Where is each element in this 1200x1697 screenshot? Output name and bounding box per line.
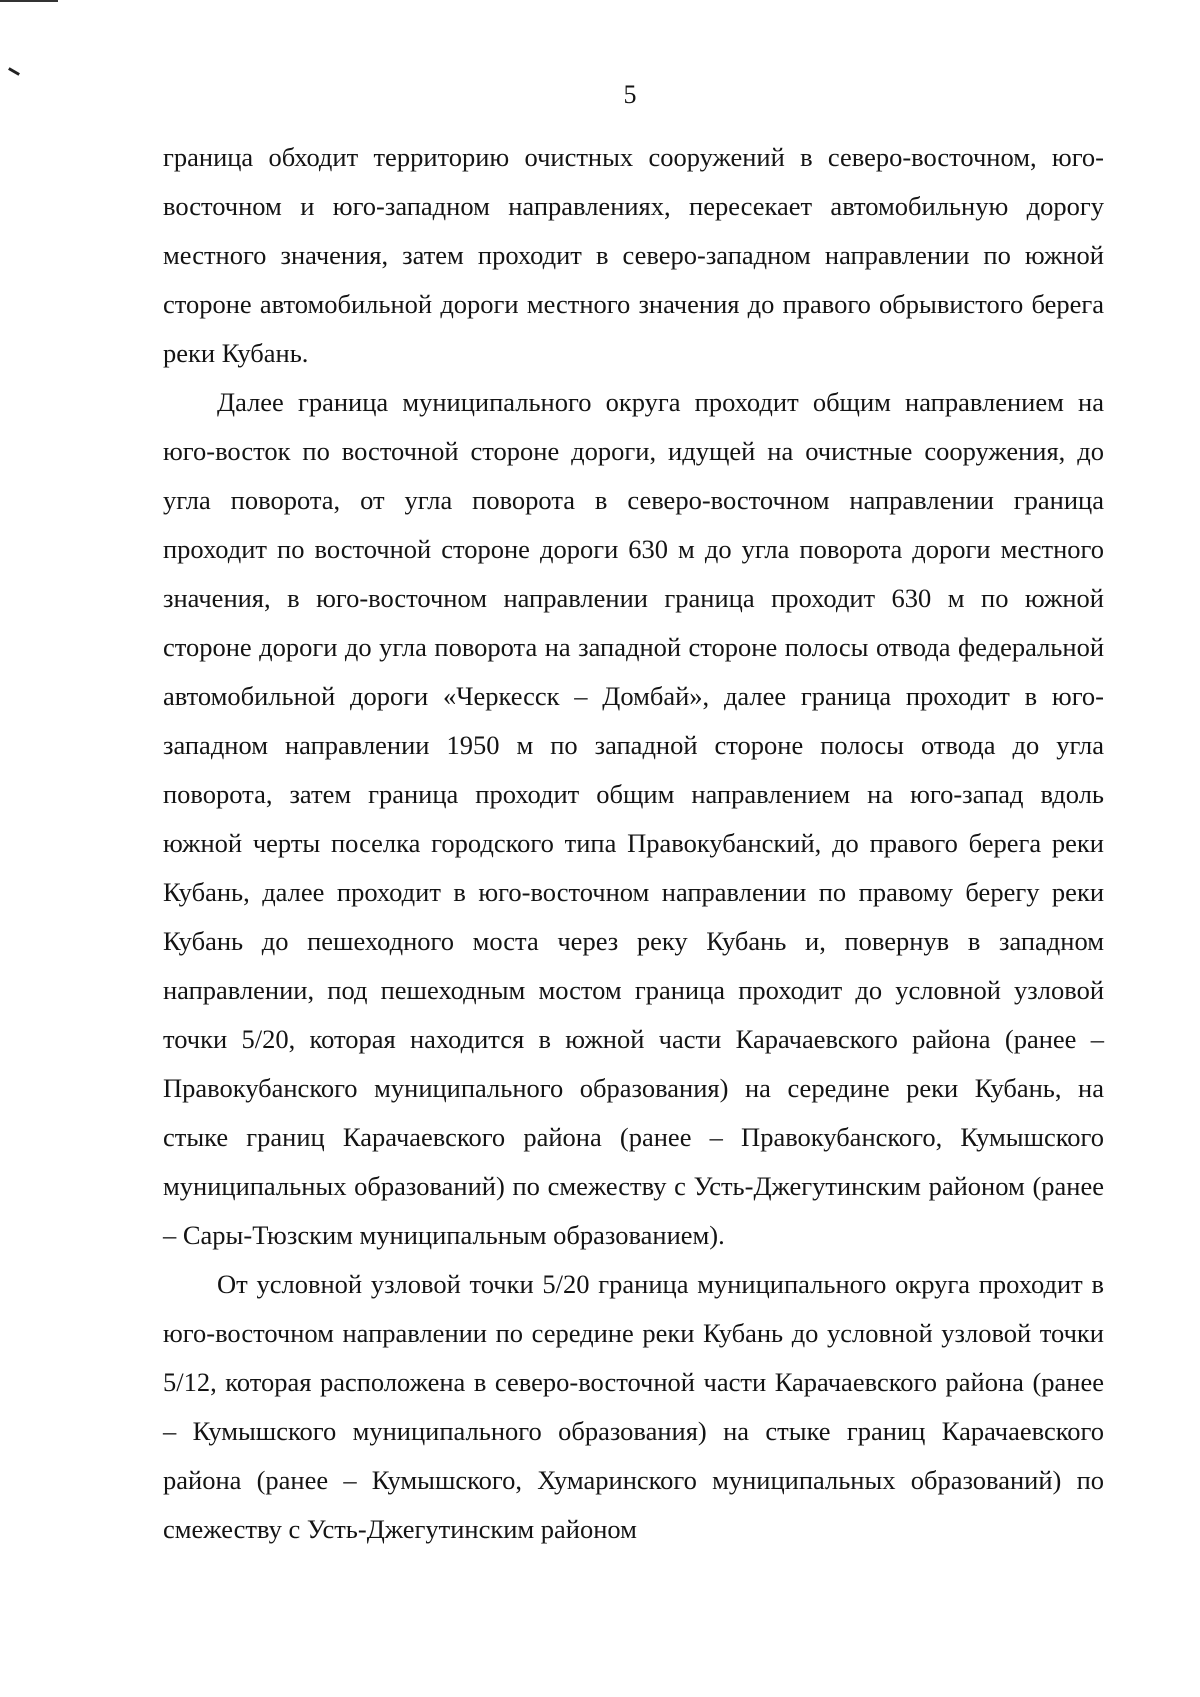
paragraph-2: Далее граница муниципального округа проходит общим направлением на юго-восток по восточной стороне дороги, идущей на очистные сооружения, до угла поворота, от угла поворота в северо-восточном направлении граница проходит по восточной стороне дороги 630 м до угла поворота дороги местного значения, в юго-восточном направлении граница проходит 630 м по южной стороне дороги до угла поворота на западной стороне полосы отвода федеральной автомобильной дороги «Черкесск – Домбай», далее граница проходит в юго-западном направлении 1950 м по западной стороне полосы отвода до угла поворота, затем граница проходит общим направлением на юго-запад вдоль южной черты поселка городского типа Правокубанский, до правого берега реки Кубань, далее проходит в юго-восточном направлении по правому берегу реки Кубань до пешеходного моста через реку Кубань и, повернув в западном направлении, под пешеходным мостом граница проходит до условной узловой точки 5/20, которая находится в южной части Карачаевского района (ранее – Правокубанского муниципального образования) на середине реки Кубань, на стыке границ Карачаевского района (ранее – Правокубанского, Кумышского муниципальных образований) по смежеству с Усть-Джегутинским районом (ранее – Сары-Тюзским муниципальным образованием). [163,387,1104,1250]
scan-mark [8,67,20,76]
scan-corner-rule [0,0,58,2]
page-number: 5 [623,80,637,109]
paragraph-1: граница обходит территорию очистных сооружений в северо-восточном, юго-восточном и юго-западном направлениях, пересекает автомобильную дорогу местного значения, затем проходит в северо-западном направлении по южной стороне автомобильной дороги местного значения до правого обрывистого берега реки Кубань. [163,142,1104,368]
document-body [163,133,1104,1554]
paragraph-3: От условной узловой точки 5/20 граница муниципального округа проходит в юго-восточном направлении по середине реки Кубань до условной узловой точки 5/12, которая расположена в северо-восточной части Карачаевского района (ранее – Кумышского муниципального образования) на стыке границ Карачаевского района (ранее – Кумышского, Хумаринского муниципальных образований) по смежеству с Усть-Джегутинским районом [163,1269,1104,1544]
